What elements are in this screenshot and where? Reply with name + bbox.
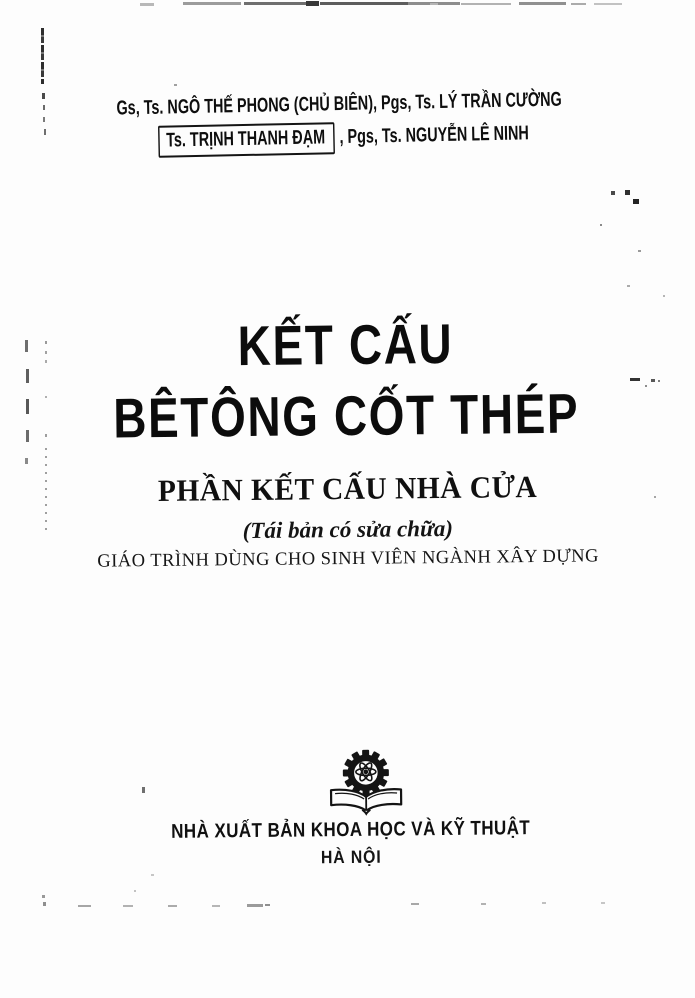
book-title-line-2: BÊTÔNG CỐT THÉP — [113, 381, 580, 450]
edition-note: (Tái bản có sửa chữa) — [242, 515, 454, 544]
publisher-logo-icon — [326, 747, 407, 820]
scan-dot-column — [45, 448, 47, 534]
author-line-1 — [0, 88, 691, 119]
author-line-1-text: Gs, Ts. NGÔ THẾ PHONG (CHỦ BIÊN), Pgs, Ts. LÝ TRẦN CƯỜNG — [116, 88, 563, 120]
publisher-name: NHÀ XUẤT BẢN KHOA HỌC VÀ KỸ THUẬT — [171, 817, 531, 843]
book-subtitle: PHẦN KẾT CẤU NHÀ CỬA — [157, 469, 538, 508]
book-title-line-1: KẾT CẤU — [237, 311, 454, 378]
series-note: GIÁO TRÌNH DÙNG CHO SINH VIÊN NGÀNH XÂY DỰNG — [97, 546, 599, 572]
book-title — [0, 305, 694, 454]
author-line-2-text: , Pgs, Ts. NGUYỄN LÊ NINH — [339, 122, 530, 149]
author-line-2 — [0, 118, 691, 157]
scan-edge-mark — [41, 28, 44, 84]
boxed-author-name: Ts. TRỊNH THANH ĐẠM — [158, 122, 335, 158]
publisher-city: HÀ NỘI — [320, 846, 382, 868]
